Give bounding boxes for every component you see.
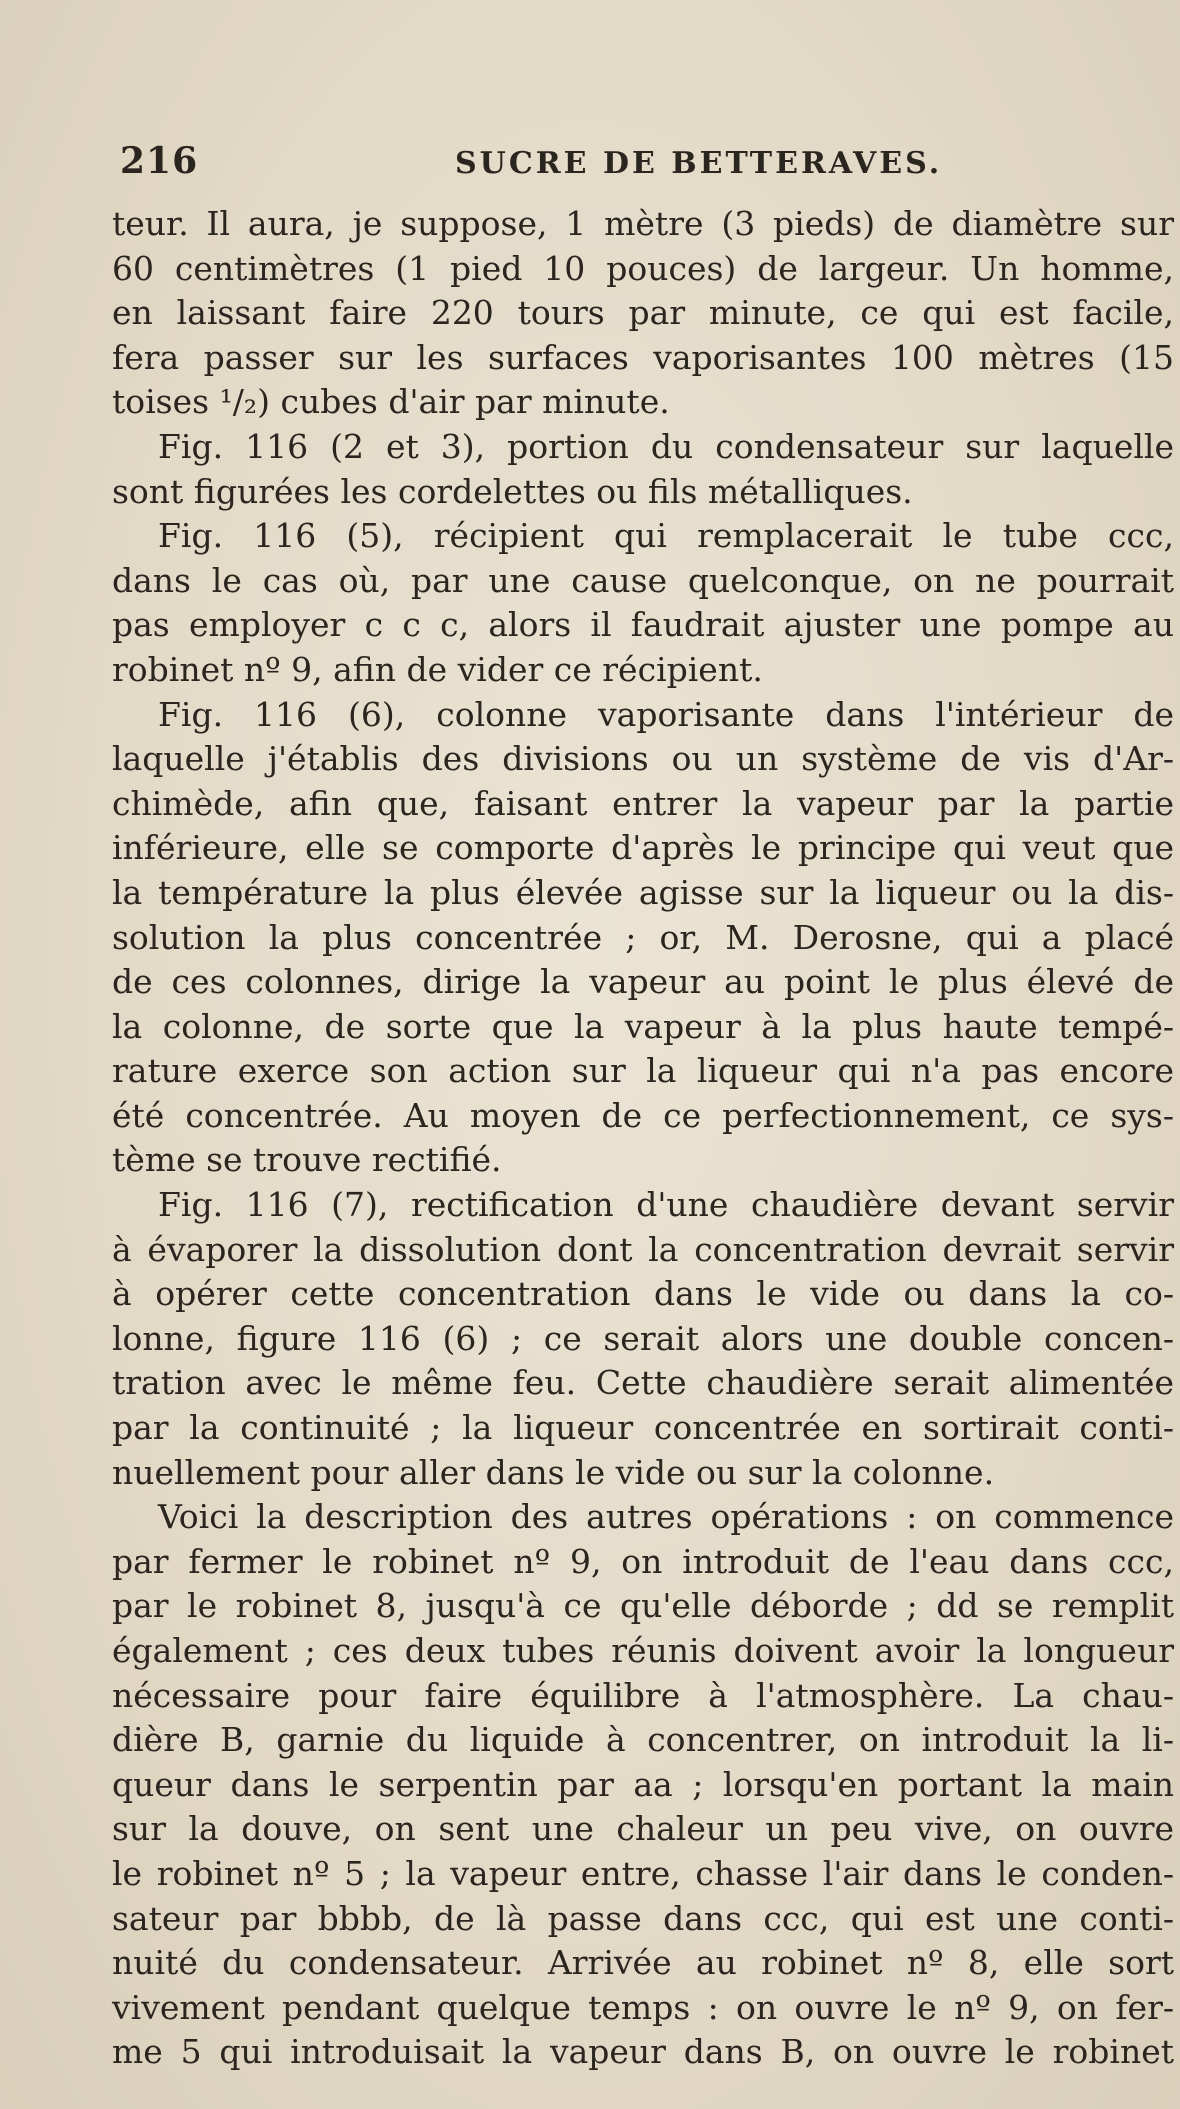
text-line: lonne, figure 116 (6) ; ce serait alors une double concen- <box>112 1318 1174 1358</box>
text-line: nécessaire pour faire équilibre à l'atmosphère. La chau- <box>112 1675 1174 1715</box>
text-line: sateur par bbbb, de là passe dans ccc, qui est une conti- <box>112 1898 1174 1938</box>
text-line: la colonne, de sorte que la vapeur à la plus haute tempé- <box>112 1006 1174 1046</box>
text-line: dans le cas où, par une cause quelconque, on ne pourrait <box>112 560 1174 600</box>
page-number: 216 <box>120 140 199 182</box>
text-line: Voici la description des autres opérations : on commence <box>158 1497 1174 1537</box>
text-line: le robinet nº 5 ; la vapeur entre, chasse l'air dans le conden- <box>112 1853 1174 1893</box>
text-line: toises ¹/₂) cubes d'air par minute. <box>112 382 670 422</box>
text-line: Fig. 116 (2 et 3), portion du condensateur sur laquelle <box>158 426 1174 466</box>
text-line: par le robinet 8, jusqu'à ce qu'elle déborde ; dd se remplit <box>112 1586 1174 1626</box>
text-line: tration avec le même feu. Cette chaudière serait alimentée <box>112 1363 1174 1403</box>
text-line: Fig. 116 (7), rectification d'une chaudière devant servir <box>158 1185 1174 1225</box>
text-line: fera passer sur les surfaces vaporisantes 100 mètres (15 <box>112 337 1174 377</box>
text-line: également ; ces deux tubes réunis doivent avoir la longueur <box>112 1631 1174 1670</box>
running-head <box>120 140 1170 190</box>
text-line: solution la plus concentrée ; or, M. Derosne, qui a placé <box>112 917 1174 957</box>
text-line: nuité du condensateur. Arrivée au robinet nº 8, elle sort <box>112 1943 1174 1983</box>
text-line: rature exerce son action sur la liqueur qui n'a pas encore <box>112 1051 1174 1091</box>
text-line: Fig. 116 (5), récipient qui remplacerait le tube ccc, <box>158 516 1174 556</box>
text-line: queur dans le serpentin par aa ; lorsqu'en portant la main <box>112 1764 1174 1804</box>
text-line: chimède, afin que, faisant entrer la vapeur par la partie <box>112 783 1174 823</box>
text-line: teur. Il aura, je suppose, 1 mètre (3 pieds) de diamètre sur <box>112 204 1174 243</box>
text-line: de ces colonnes, dirige la vapeur au point le plus élevé de <box>112 962 1174 1002</box>
text-line: en laissant faire 220 tours par minute, ce qui est facile, <box>112 293 1174 333</box>
text-line: 60 centimètres (1 pied 10 pouces) de largeur. Un homme, <box>112 248 1174 288</box>
text-line: tème se trouve rectifié. <box>112 1140 502 1180</box>
running-title: SUCRE DE BETTERAVES. <box>455 146 943 181</box>
text-line: inférieure, elle se comporte d'après le principe qui veut que <box>112 828 1174 868</box>
text-line: sont figurées les cordelettes ou fils métalliques. <box>112 471 913 511</box>
text-line: à évaporer la dissolution dont la concentration devrait servir <box>112 1229 1174 1269</box>
text-line: laquelle j'établis des divisions ou un système de vis d'Ar- <box>112 739 1174 779</box>
text-line: sur la douve, on sent une chaleur un peu vive, on ouvre <box>112 1809 1174 1849</box>
text-line: Fig. 116 (6), colonne vaporisante dans l'intérieur de <box>158 694 1174 734</box>
text-line: à opérer cette concentration dans le vide ou dans la co- <box>112 1274 1174 1314</box>
text-line: par la continuité ; la liqueur concentrée en sortirait conti- <box>112 1408 1174 1448</box>
text-line: pas employer c c c, alors il faudrait ajuster une pompe au <box>112 605 1174 645</box>
text-line: nuellement pour aller dans le vide ou sur la colonne. <box>112 1452 995 1492</box>
text-line: la température la plus élevée agisse sur la liqueur ou la dis- <box>112 872 1174 912</box>
text-line: été concentrée. Au moyen de ce perfectionnement, ce sys- <box>112 1095 1174 1135</box>
body-text <box>112 202 1174 2075</box>
text-line: robinet nº 9, afin de vider ce récipient. <box>112 649 763 689</box>
text-line: me 5 qui introduisait la vapeur dans B, on ouvre le robinet <box>112 2032 1174 2072</box>
text-line: dière B, garnie du liquide à concentrer, on introduit la li- <box>112 1720 1174 1760</box>
text-line: par fermer le robinet nº 9, on introduit de l'eau dans ccc, <box>112 1541 1174 1581</box>
text-line: vivement pendant quelque temps : on ouvre le nº 9, on fer- <box>112 1987 1174 2027</box>
